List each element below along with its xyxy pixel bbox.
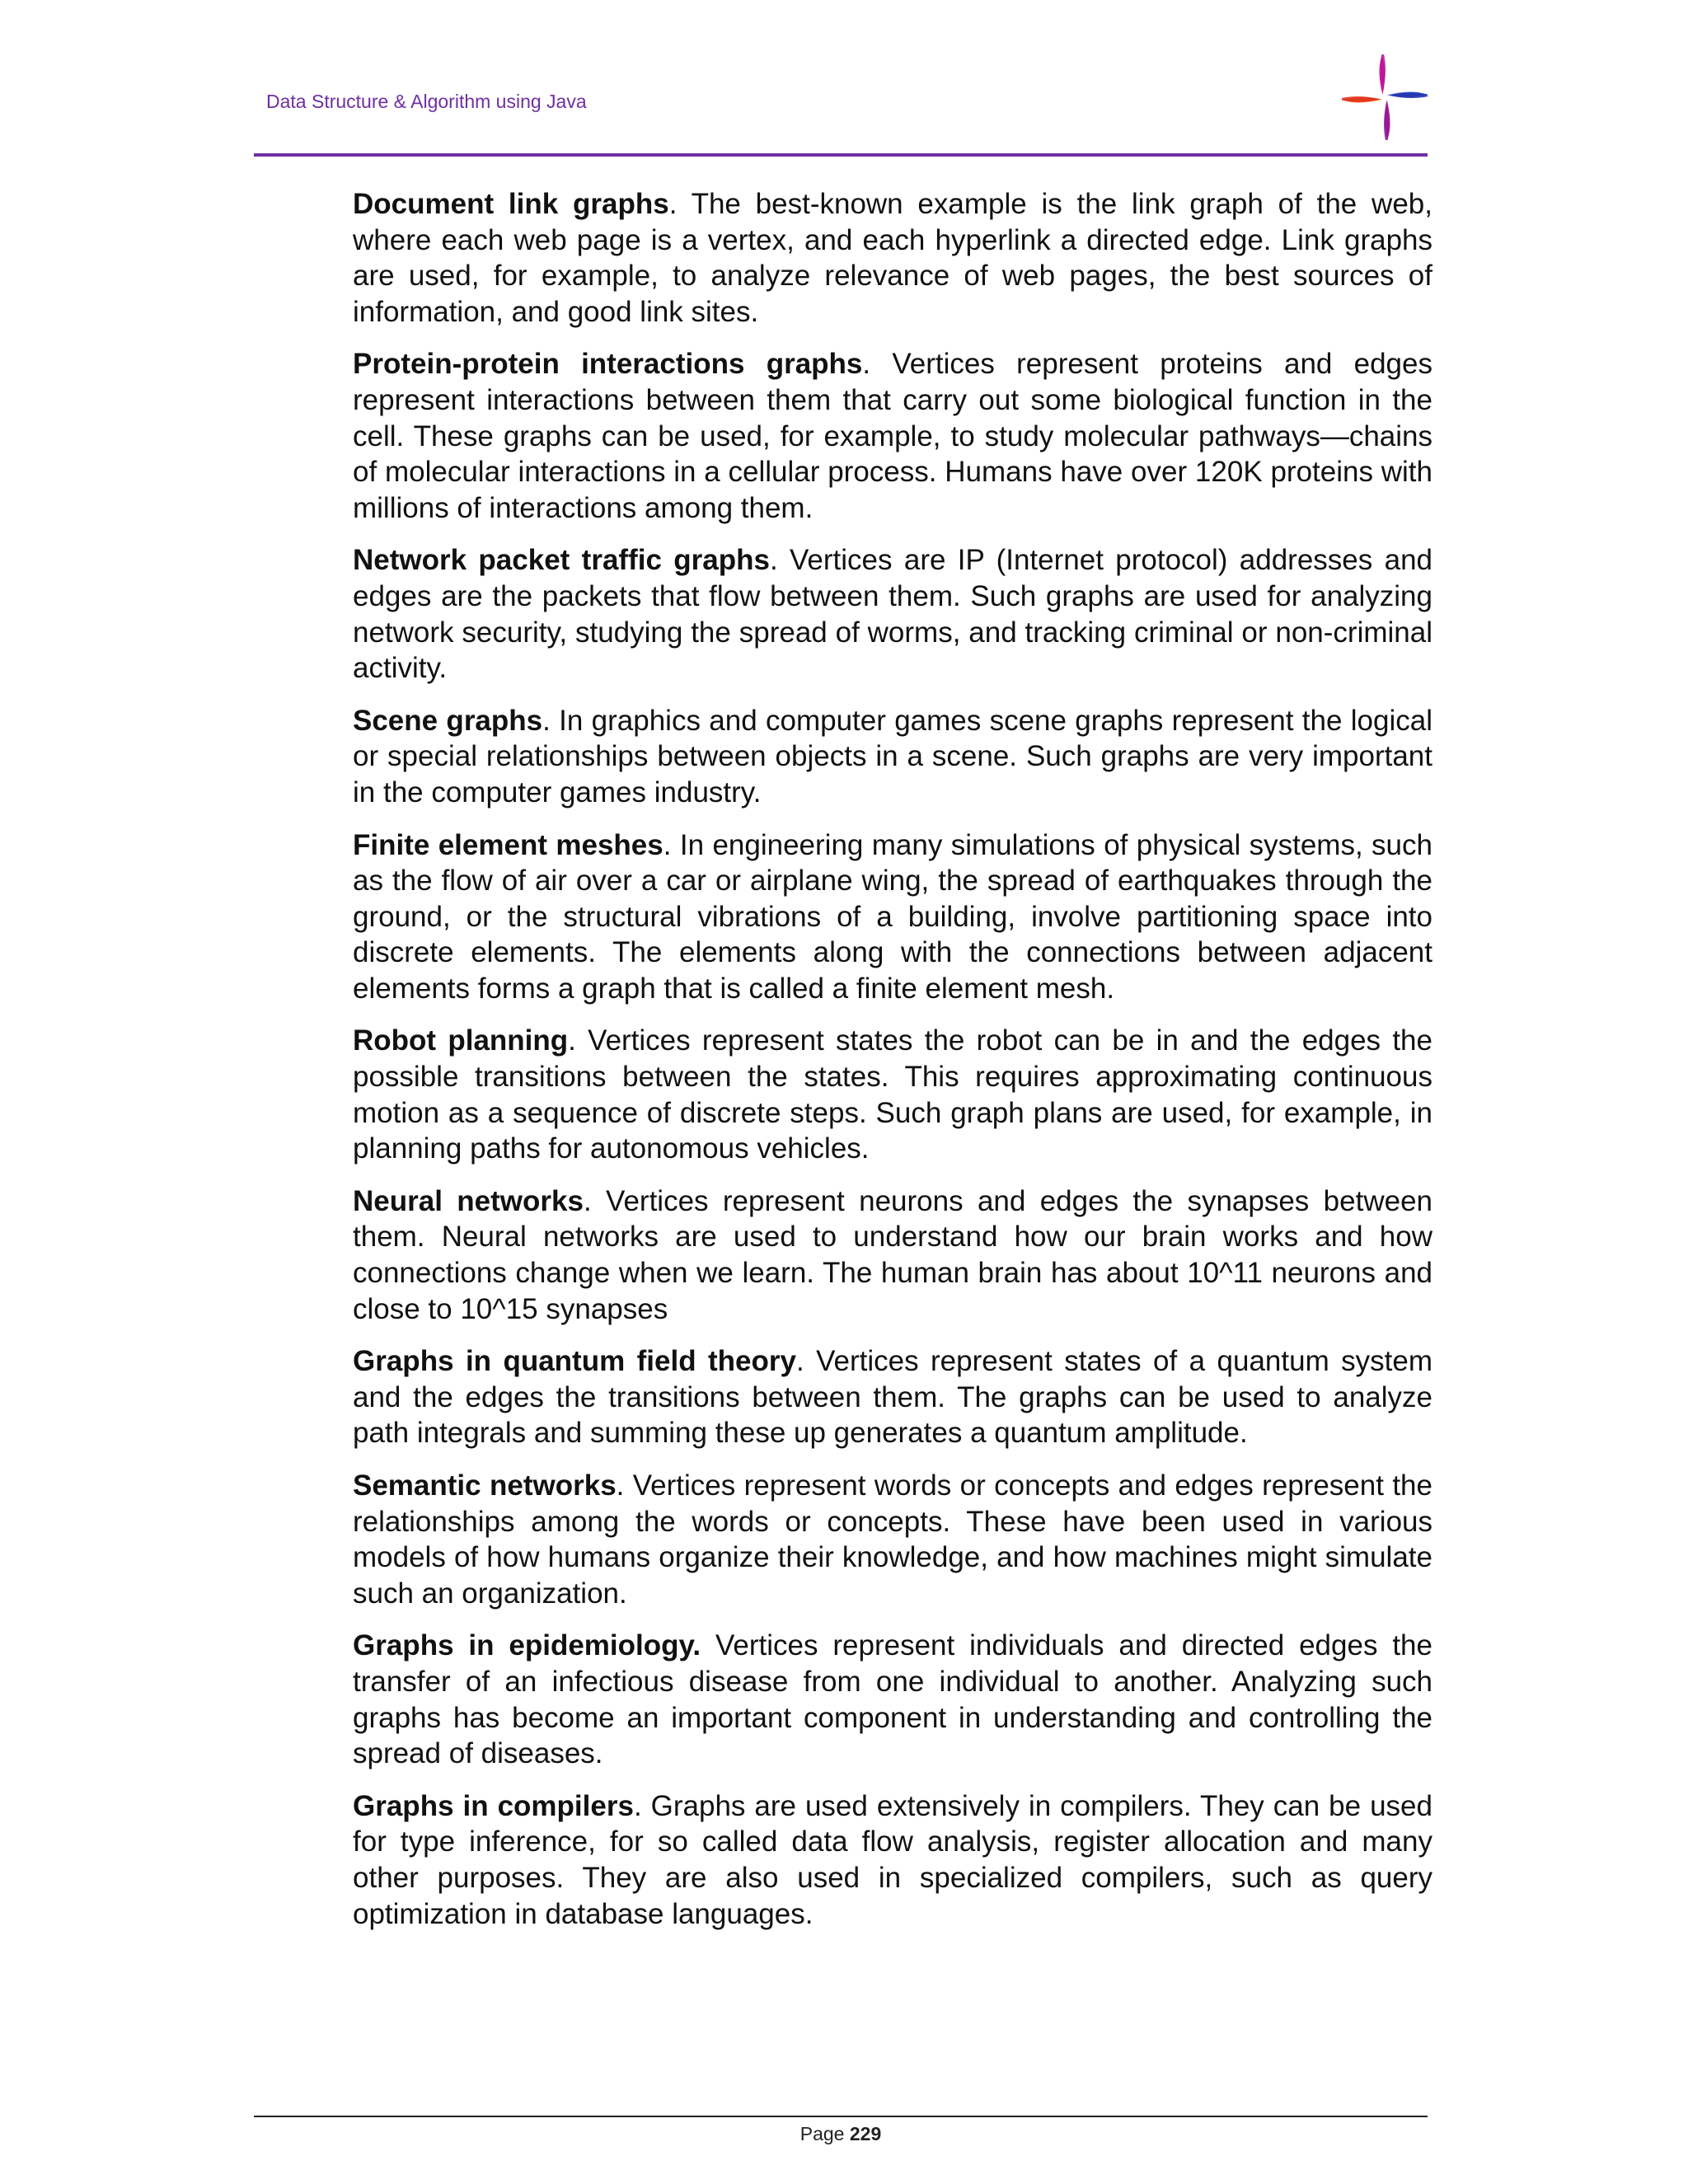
paragraph-text: . Vertices are IP (Internet protocol) addresses and edges are the packets that flow between them. Such graphs are used for analyzing network security, studying the spread of worms, and tracking criminal or non-criminal activity. bbox=[353, 544, 1432, 685]
term-semantic-networks: Semantic networks bbox=[353, 1469, 617, 1502]
paragraph-text: . Graphs are used extensively in compilers. They can be used for type inference, for so called data flow analysis, register allocation and many other purposes. They are also used in specialized compilers, such as query optimization in database languages. bbox=[353, 1789, 1432, 1930]
paragraph-text: . Vertices represent states the robot can be in and the edges the possible transitions between the states. This requires approximating continuous motion as a sequence of discrete steps. Such graph plans are used, for example, in planning paths for autonomous vehicles. bbox=[353, 1024, 1432, 1165]
paragraph-epidemiology bbox=[353, 1628, 1432, 1771]
paragraph-semantic-networks bbox=[353, 1468, 1432, 1611]
term-epidemiology: Graphs in epidemiology. bbox=[353, 1629, 701, 1662]
paragraph-text: . Vertices represent words or concepts and edges represent the relationships among the words or concepts. These have been used in various models of how humans organize their knowledge, and how machines might simulate such an organization. bbox=[353, 1469, 1432, 1610]
paragraph-finite-element-meshes bbox=[353, 827, 1432, 1007]
page-label: Page bbox=[799, 2123, 845, 2144]
page-content bbox=[353, 186, 1432, 1948]
term-robot-planning: Robot planning bbox=[353, 1024, 569, 1057]
paragraph-quantum-field-theory bbox=[353, 1343, 1432, 1451]
paragraph-text: . In graphics and computer games scene graphs represent the logical or special relationships between objects in a scene. Such graphs are very important in the computer games industry. bbox=[353, 704, 1432, 808]
paragraph-text: . Vertices represent neurons and edges the synapses between them. Neural networks are used to understand how our brain works and how connections change when we learn. The human brain has about 10^11 neurons and close to 10^15 synapses bbox=[353, 1184, 1432, 1325]
term-scene-graphs: Scene graphs bbox=[353, 704, 543, 737]
paragraph-scene-graphs bbox=[353, 703, 1432, 811]
term-network-packet-traffic-graphs: Network packet traffic graphs bbox=[353, 544, 770, 577]
term-document-link-graphs: Document link graphs bbox=[353, 188, 669, 220]
paragraph-document-link-graphs bbox=[353, 186, 1432, 330]
paragraph-text: . In engineering many simulations of physical systems, such as the flow of air over a car or airplane wing, the spread of earthquakes through the ground, or the structural vibrations of a building, involve partitioning space into discrete elements. The elements along with the connections between adjacent elements forms a graph that is called a finite element mesh. bbox=[353, 828, 1432, 1005]
paragraph-network-packet-traffic-graphs bbox=[353, 542, 1432, 686]
paragraph-protein-interaction-graphs bbox=[353, 346, 1432, 526]
footer-divider bbox=[254, 2116, 1428, 2117]
page-footer bbox=[254, 2123, 1428, 2145]
term-protein-interaction-graphs: Protein-protein interactions graphs bbox=[353, 348, 863, 381]
header-divider bbox=[254, 153, 1428, 157]
paragraph-robot-planning bbox=[353, 1023, 1432, 1166]
paragraph-text: . The best-known example is the link graph of the web, where each web page is a vertex, and each hyperlink a directed edge. Link graphs are used, for example, to analyze relevance of web pages, the best sources of information, and good link sites. bbox=[353, 188, 1432, 328]
page-header bbox=[254, 79, 1428, 157]
paragraph-compilers bbox=[353, 1788, 1432, 1932]
paragraph-neural-networks bbox=[353, 1183, 1432, 1327]
paragraph-text: Vertices represent individuals and directed edges the transfer of an infectious disease from one individual to another. Analyzing such graphs has become an important component in understanding and controlling the spread of diseases. bbox=[353, 1629, 1432, 1770]
term-neural-networks: Neural networks bbox=[353, 1184, 584, 1217]
term-compilers: Graphs in compilers bbox=[353, 1789, 634, 1822]
header-title: Data Structure & Algorithm using Java bbox=[266, 91, 587, 112]
page-number: 229 bbox=[849, 2123, 882, 2144]
term-finite-element-meshes: Finite element meshes bbox=[353, 828, 663, 861]
paragraph-text: . Vertices represent proteins and edges represent interactions between them that carry out some biological function in the cell. These graphs can be used, for example, to study molecular pathways—chains of molecular interactions in a cellular process. Humans have over 120K proteins with millions of interactions among them. bbox=[353, 348, 1432, 524]
term-quantum-field-theory: Graphs in quantum field theory bbox=[353, 1345, 796, 1378]
paragraph-text: . Vertices represent states of a quantum system and the edges the transitions between them. The graphs can be used to analyze path integrals and summing these up generates a quantum amplitude. bbox=[353, 1345, 1432, 1450]
pinwheel-logo-icon bbox=[1342, 54, 1428, 140]
